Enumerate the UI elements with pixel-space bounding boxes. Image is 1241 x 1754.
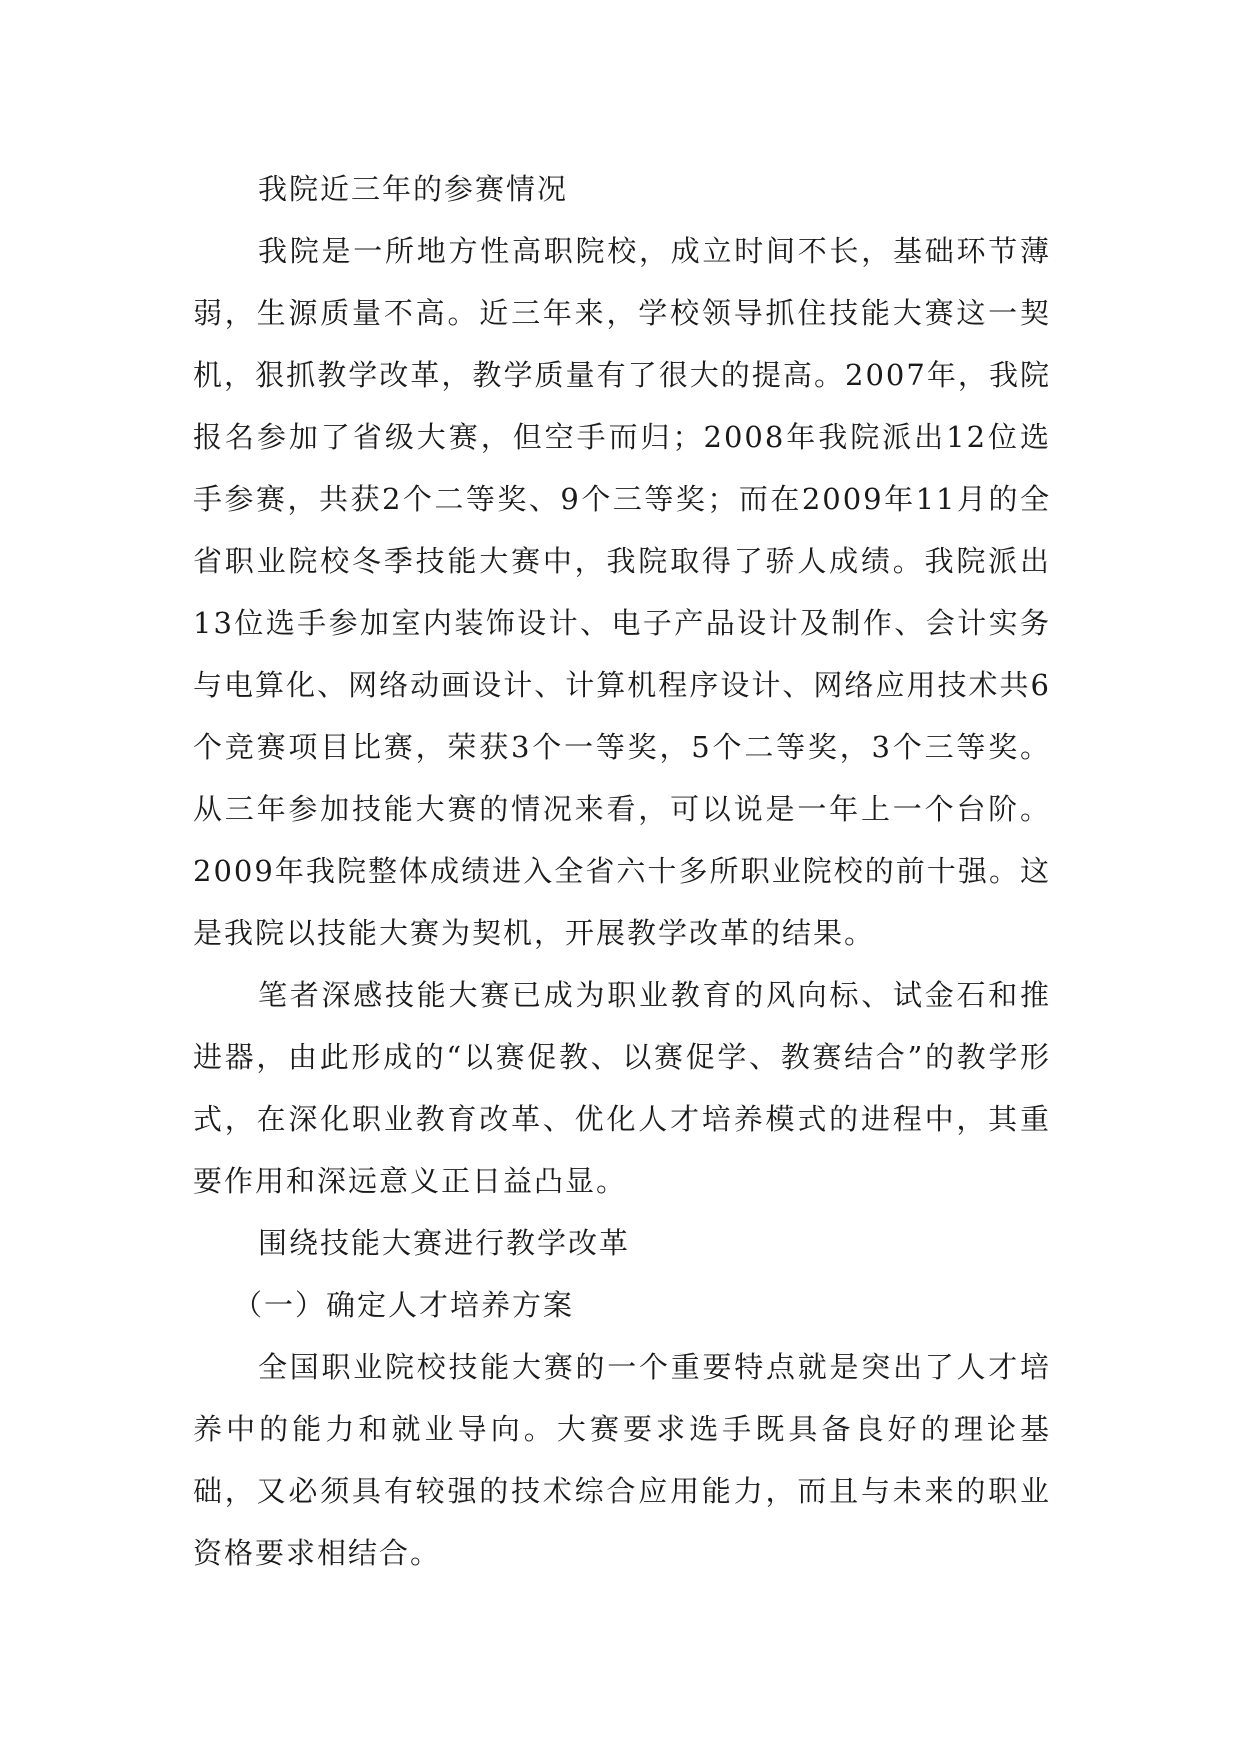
- paragraph: 笔者深感技能大赛已成为职业教育的风向标、试金石和推进器，由此形成的“以赛促教、以赛促学、教赛结合”的教学形式，在深化职业教育改革、优化人才培养模式的进程中，其重要作用和深远意义正日益凸显。: [193, 978, 1051, 1198]
- document-body: [193, 158, 1051, 1584]
- paragraph: 全国职业院校技能大赛的一个重要特点就是突出了人才培养中的能力和就业导向。大赛要求选手既具备良好的理论基础，又必须具有较强的技术综合应用能力，而且与未来的职业资格要求相结合。: [193, 1350, 1051, 1570]
- section-title: 我院近三年的参赛情况: [258, 172, 569, 206]
- subsection-title: （一）确定人才培养方案: [233, 1288, 575, 1322]
- section-title: 围绕技能大赛进行教学改革: [258, 1226, 631, 1260]
- paragraph: 我院是一所地方性高职院校，成立时间不长，基础环节薄弱，生源质量不高。近三年来，学校领导抓住技能大赛这一契机，狠抓教学改革，教学质量有了很大的提高。2007年，我院报名参加了省级大赛，但空手而归；2008年我院派出12位选手参赛，共获2个二等奖、9个三等奖；而在2009年11月的全省职业院校冬季技能大赛中，我院取得了骄人成绩。我院派出13位选手参加室内装饰设计、电子产品设计及制作、会计实务与电算化、网络动画设计、计算机程序设计、网络应用技术共6个竞赛项目比赛，荣获3个一等奖，5个二等奖，3个三等奖。从三年参加技能大赛的情况来看，可以说是一年上一个台阶。2009年我院整体成绩进入全省六十多所职业院校的前十强。这是我院以技能大赛为契机，开展教学改革的结果。: [193, 234, 1051, 950]
